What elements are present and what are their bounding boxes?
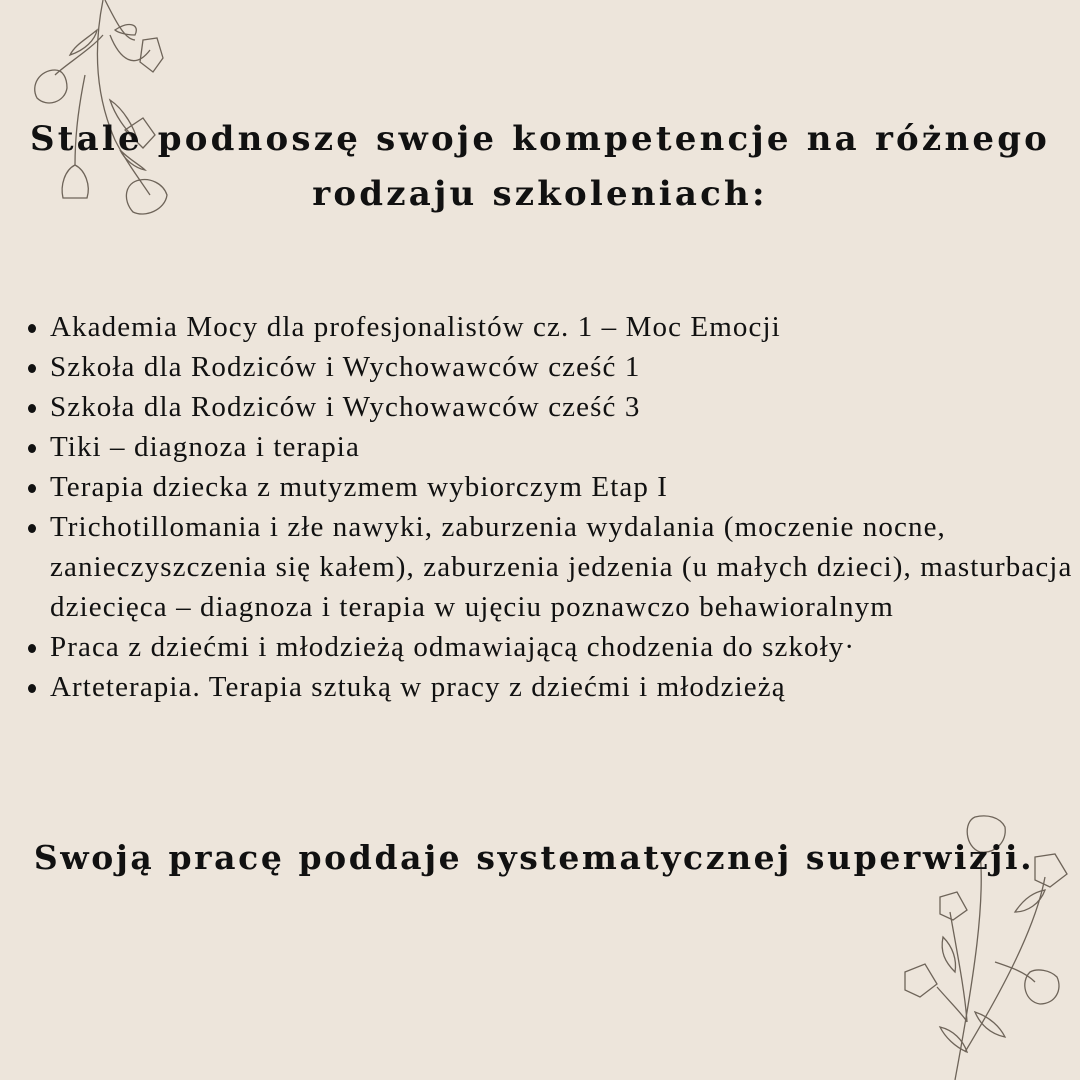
list-item: Terapia dziecka z mutyzmem wybiorczym Etap I <box>50 467 1080 507</box>
list-item: Praca z dziećmi i młodzieżą odmawiającą chodzenia do szkoły· <box>50 627 1080 667</box>
list-item: Szkoła dla Rodziców i Wychowawców cześć 1 <box>50 347 1080 387</box>
list-item: Trichotillomania i złe nawyki, zaburzenia wydalania (moczenie nocne, zanieczyszczenia się kałem), zaburzenia jedzenia (u małych dzieci), masturbacja dziecięca – diagnoza i terapia w ujęciu poznawczo behawioralnym <box>50 507 1080 627</box>
list-item: Tiki – diagnoza i terapia <box>50 427 1080 467</box>
list-item: Arteterapia. Terapia sztuką w pracy z dziećmi i młodzieżą <box>50 667 1080 707</box>
list-item: Szkoła dla Rodziców i Wychowawców cześć 3 <box>50 387 1080 427</box>
list-item: Akademia Mocy dla profesjonalistów cz. 1 – Moc Emocji <box>50 307 1080 347</box>
training-list <box>24 307 1080 707</box>
page-heading: Stale podnoszę swoje kompetencje na różnego rodzaju szkoleniach: <box>29 119 1051 214</box>
footer-statement: Swoją pracę poddaje systematycznej superwizji. <box>33 838 1035 877</box>
